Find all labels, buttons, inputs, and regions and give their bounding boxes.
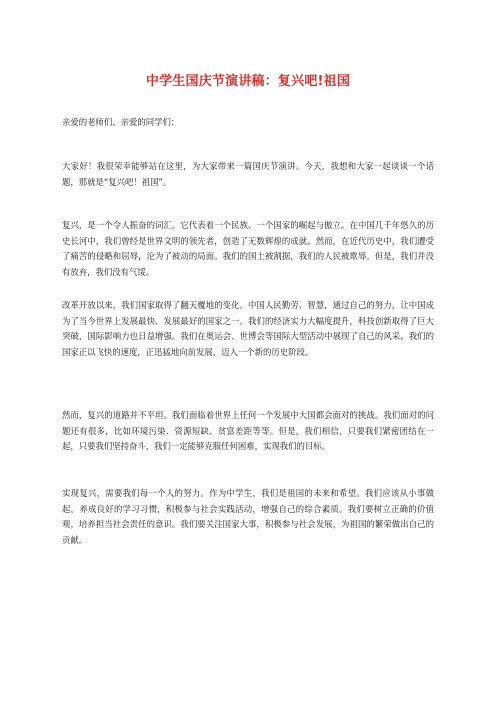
page-title: 中学生国庆节演讲稿：复兴吧!祖国 [145, 74, 351, 89]
greeting: 亲爱的老师们、亲爱的同学们： [62, 117, 180, 127]
paragraph-reform: 改革开放以来，我们国家取得了翻天覆地的变化。中国人民勤劳、智慧，通过自己的努力，让中国成为了当今世界上发展最快、发展最好的国家之一。我们的经济实力大幅度提升，科技创新取得了巨大突破，国际影响力也日益增强。我们在奥运会、世博会等国际大型活动中展现了自己的风采。我们的国家正以飞快的速度，正迅猛地向前发展，迈入一个新的历史阶段。 [62, 300, 434, 357]
paragraph-intro: 大家好！我很荣幸能够站在这里，为大家带来一篇国庆节演讲。今天，我想和大家一起谈谈一个话题，那就是“复兴吧！祖国”。 [62, 161, 434, 187]
paragraph-history: 复兴，是一个令人振奋的词汇。它代表着一个民族、一个国家的崛起与傲立。在中国几千年悠久的历史长河中，我们曾经是世界文明的领先者，创造了无数辉煌的成就。然而，在近代历史中，我们遭受了痛苦的侵略和屈辱，沦为了被动的局面。我们的国土被割据，我们的人民被欺辱。但是，我们并没有放弃，我们没有气馁。 [62, 220, 434, 277]
paragraph-students: 实现复兴，需要我们每一个人的努力。作为中学生，我们是祖国的未来和希望。我们应该从小事做起，养成良好的学习习惯，积极参与社会实践活动，增强自己的综合素质。我们要树立正确的价值观，培养担当社会责任的意识。我们要关注国家大事，积极参与社会发展，为祖国的繁荣做出自己的贡献。 [62, 488, 434, 545]
paragraph-challenges: 然而，复兴的道路并不平坦。我们面临着世界上任何一个发展中大国都会面对的挑战。我们面对的问题还有很多，比如环境污染、资源短缺、贫富差距等等。但是，我们相信，只要我们紧密团结在一起，只要我们坚持奋斗，我们一定能够克服任何困难，实现我们的目标。 [62, 410, 434, 452]
